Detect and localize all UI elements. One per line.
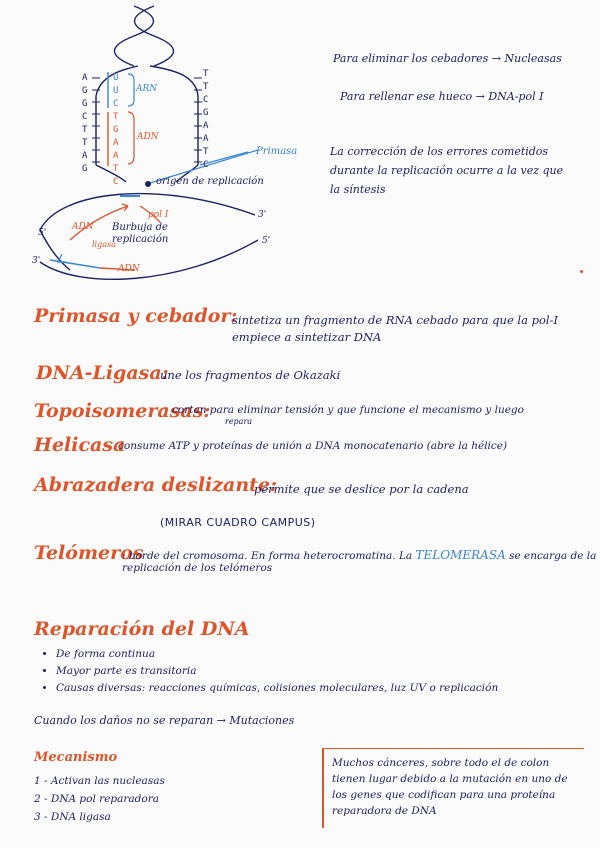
term-primasa-row [34, 305, 237, 327]
telomeros-desc2: se encarga de la replicación de los telómeros [122, 550, 597, 574]
desc-helicasa: consume ATP y proteínas de unión a DNA monocatenario (abre la hélice) [118, 440, 508, 452]
desc-topo-extra: repara [225, 417, 253, 426]
note-dna-pol: Para rellenar ese hueco → DNA-pol I [340, 90, 544, 103]
label-adn-bottom: ADN [118, 264, 140, 274]
desc-abrazadera: permite que se deslice por la cadena [254, 482, 469, 496]
term-abrazadera-row [34, 474, 277, 496]
desc-primasa: sintetiza un fragmento de RNA cebado para que la pol-I empiece a sintetizar DNA [232, 313, 558, 344]
left-comp-dna-bases: T G A A T C [113, 112, 119, 187]
double-helix-icon [115, 6, 174, 66]
bullet-item: • Causas diversas: reacciones químicas, colisiones moleculares, luz UV o replicación [56, 680, 498, 697]
term-abrazadera: Abrazadera deslizante: [34, 474, 278, 496]
label-primasa: Primasa [256, 146, 298, 157]
telomeros-line1 [122, 548, 600, 574]
term-helicasa-row [34, 434, 125, 456]
origin-dot [145, 181, 151, 187]
desc-topoisomerasas: cortan para eliminar tensión y que funcione el mecanismo y luego [172, 404, 524, 416]
reparacion-consequence: Cuando los daños no se reparan → Mutaciones [34, 714, 295, 727]
term-topoisomerasas: Topoisomerasas: [34, 400, 211, 422]
label-adn: ADN [137, 132, 159, 142]
telomeros-desc1: : borde del cromosoma. En forma heterocromatina. La [122, 550, 413, 562]
term-ligasa: DNA-Ligasa: [36, 362, 169, 384]
term-ligasa-row [36, 362, 169, 384]
label-ligasa: ligasa [92, 240, 116, 249]
step-item: 1 - Activan las nucleasas [34, 775, 165, 787]
telomerasa-highlight: TELOMERASA [415, 548, 506, 562]
note-nucleasas: Para eliminar los cebadores → Nucleasas [333, 52, 562, 65]
right-parent-strand [150, 66, 198, 165]
label-5prime-left: 5' [38, 228, 47, 238]
term-primasa: Primasa y cebador: [34, 305, 238, 327]
label-burbuja: Burbuja de replicación [112, 222, 169, 245]
step-item: 3 - DNA ligasa [34, 811, 111, 823]
step-item: 2 - DNA pol reparadora [34, 793, 159, 805]
left-bases: A G G C T T A G [82, 73, 88, 174]
label-3prime-right: 3' [258, 210, 267, 220]
mecanismo-steps [34, 772, 165, 826]
reparacion-bullets [42, 646, 498, 697]
label-3prime-left: 3' [32, 256, 41, 266]
desc-ligasa: une los fragmentos de Okazaki [160, 368, 341, 382]
label-5prime-right: 5' [262, 236, 271, 246]
label-arn: ARN [136, 84, 158, 94]
reparacion-title: Reparación del DNA [34, 618, 250, 640]
left-comp-rna-bases: U U C [113, 73, 119, 109]
bullet-item: • De forma continua [56, 646, 498, 663]
right-bases: T T C G A A T C [203, 69, 209, 170]
term-telomeros: Telómeros [34, 542, 144, 564]
label-origen: origen de replicación [156, 176, 264, 187]
label-pol: pol I [148, 210, 169, 220]
term-helicasa: Helicasa [34, 434, 126, 456]
label-adn-bubble: ADN [72, 222, 94, 232]
note-campus: (MIRAR CUADRO CAMPUS) [160, 516, 316, 529]
cancer-note-box: Muchos cánceres, sobre todo el de colon tienen lugar debido a la mutación en uno de los genes que codifican para una proteína reparadora de DNA [322, 748, 584, 828]
bullet-item: • Mayor parte es transitoria [56, 663, 498, 680]
note-correccion: La corrección de los errores cometidos durante la replicación ocurre a la vez que la síntesis [330, 145, 564, 196]
mecanismo-title: Mecanismo [34, 750, 118, 765]
dot-mark [580, 270, 583, 273]
